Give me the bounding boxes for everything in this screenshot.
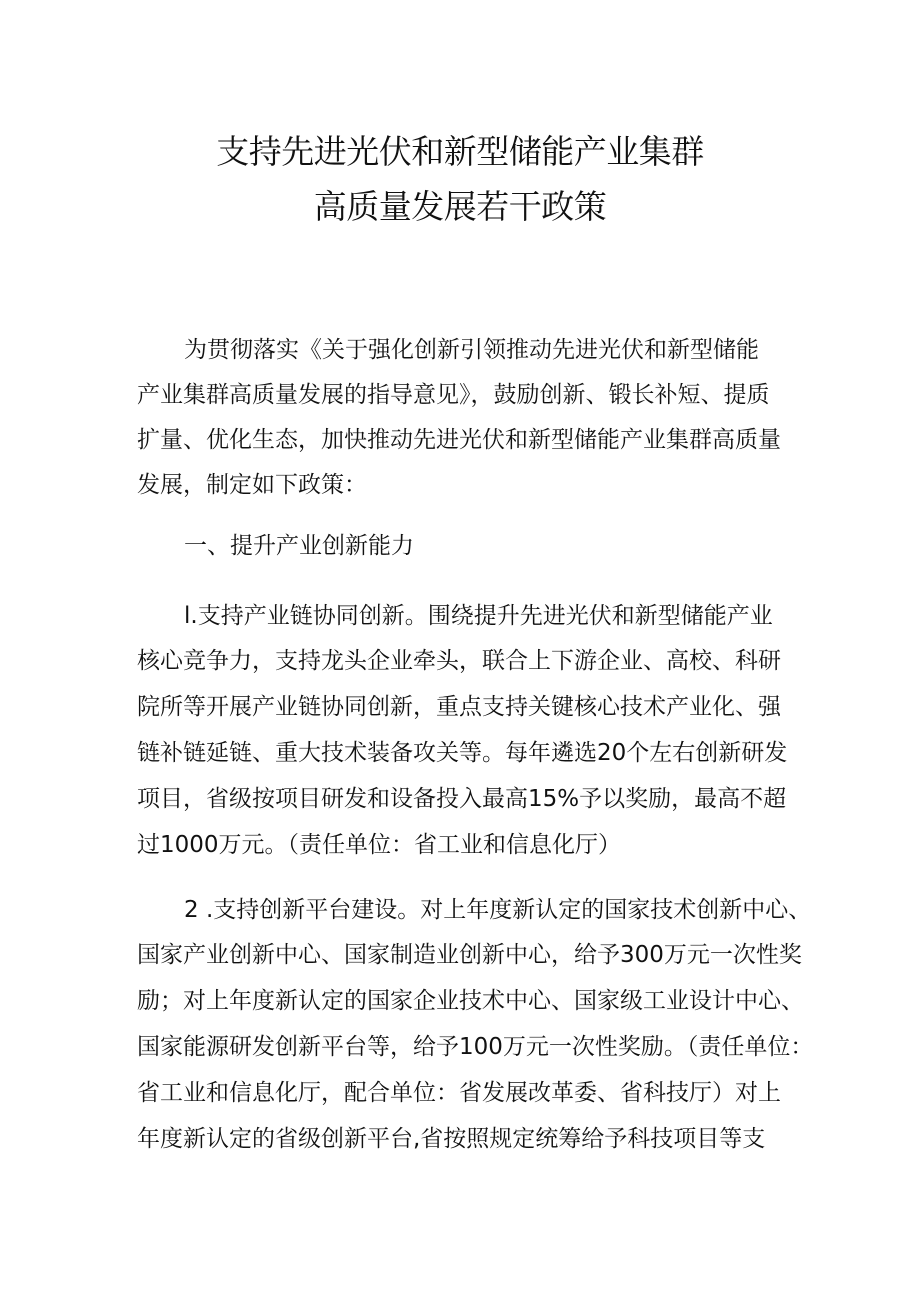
item2-line: 励；对上年度新认定的国家企业技术中心、国家级工业设计中心、 bbox=[137, 988, 804, 1014]
intro-line: 产业集群高质量发展的指导意见》，鼓励创新、锻长补短、提质 bbox=[137, 382, 770, 408]
item2-line: 国家能源研发创新平台等，给予100万元一次性奖励。（责任单位： bbox=[137, 1034, 814, 1060]
intro-line: 扩量、优化生态，加快推动先进光伏和新型储能产业集群高质量 bbox=[137, 427, 781, 453]
item2-line: 2 .支持创新平台建设。对上年度新认定的国家技术创新中心、 bbox=[184, 897, 812, 923]
item1-line: 核心竞争力，支持龙头企业牵头，联合上下游企业、高校、科研 bbox=[137, 648, 781, 674]
item2-line: 年度新认定的省级创新平台,省按照规定统筹给予科技项目等支 bbox=[137, 1126, 766, 1152]
item2-line: 国家产业创新中心、国家制造业创新中心，给予300万元一次性奖 bbox=[137, 942, 802, 968]
item1-line: 过1000万元。（责任单位：省工业和信息化厅） bbox=[137, 832, 622, 858]
section-heading: 一、提升产业创新能力 bbox=[184, 533, 414, 559]
intro-line: 发展，制定如下政策： bbox=[137, 472, 367, 498]
item1-line: l.支持产业链协同创新。围绕提升先进光伏和新型储能产业 bbox=[184, 603, 773, 629]
document-title-line-1: 支持先进光伏和新型储能产业集群 bbox=[216, 132, 704, 171]
item2-line: 省工业和信息化厅，配合单位：省发展改革委、省科技厅）对上 bbox=[137, 1080, 781, 1106]
item1-line: 院所等开展产业链协同创新，重点支持关键核心技术产业化、强 bbox=[137, 694, 781, 720]
item1-line: 项目，省级按项目研发和设备投入最高15%予以奖励，最高不超 bbox=[137, 786, 787, 812]
document-title-line-2: 高质量发展若干政策 bbox=[313, 187, 607, 226]
item1-line: 链补链延链、重大技术装备攻关等。每年遴选20个左右创新研发 bbox=[137, 740, 788, 766]
intro-line: 为贯彻落实《关于强化创新引领推动先进光伏和新型储能 bbox=[184, 337, 759, 363]
